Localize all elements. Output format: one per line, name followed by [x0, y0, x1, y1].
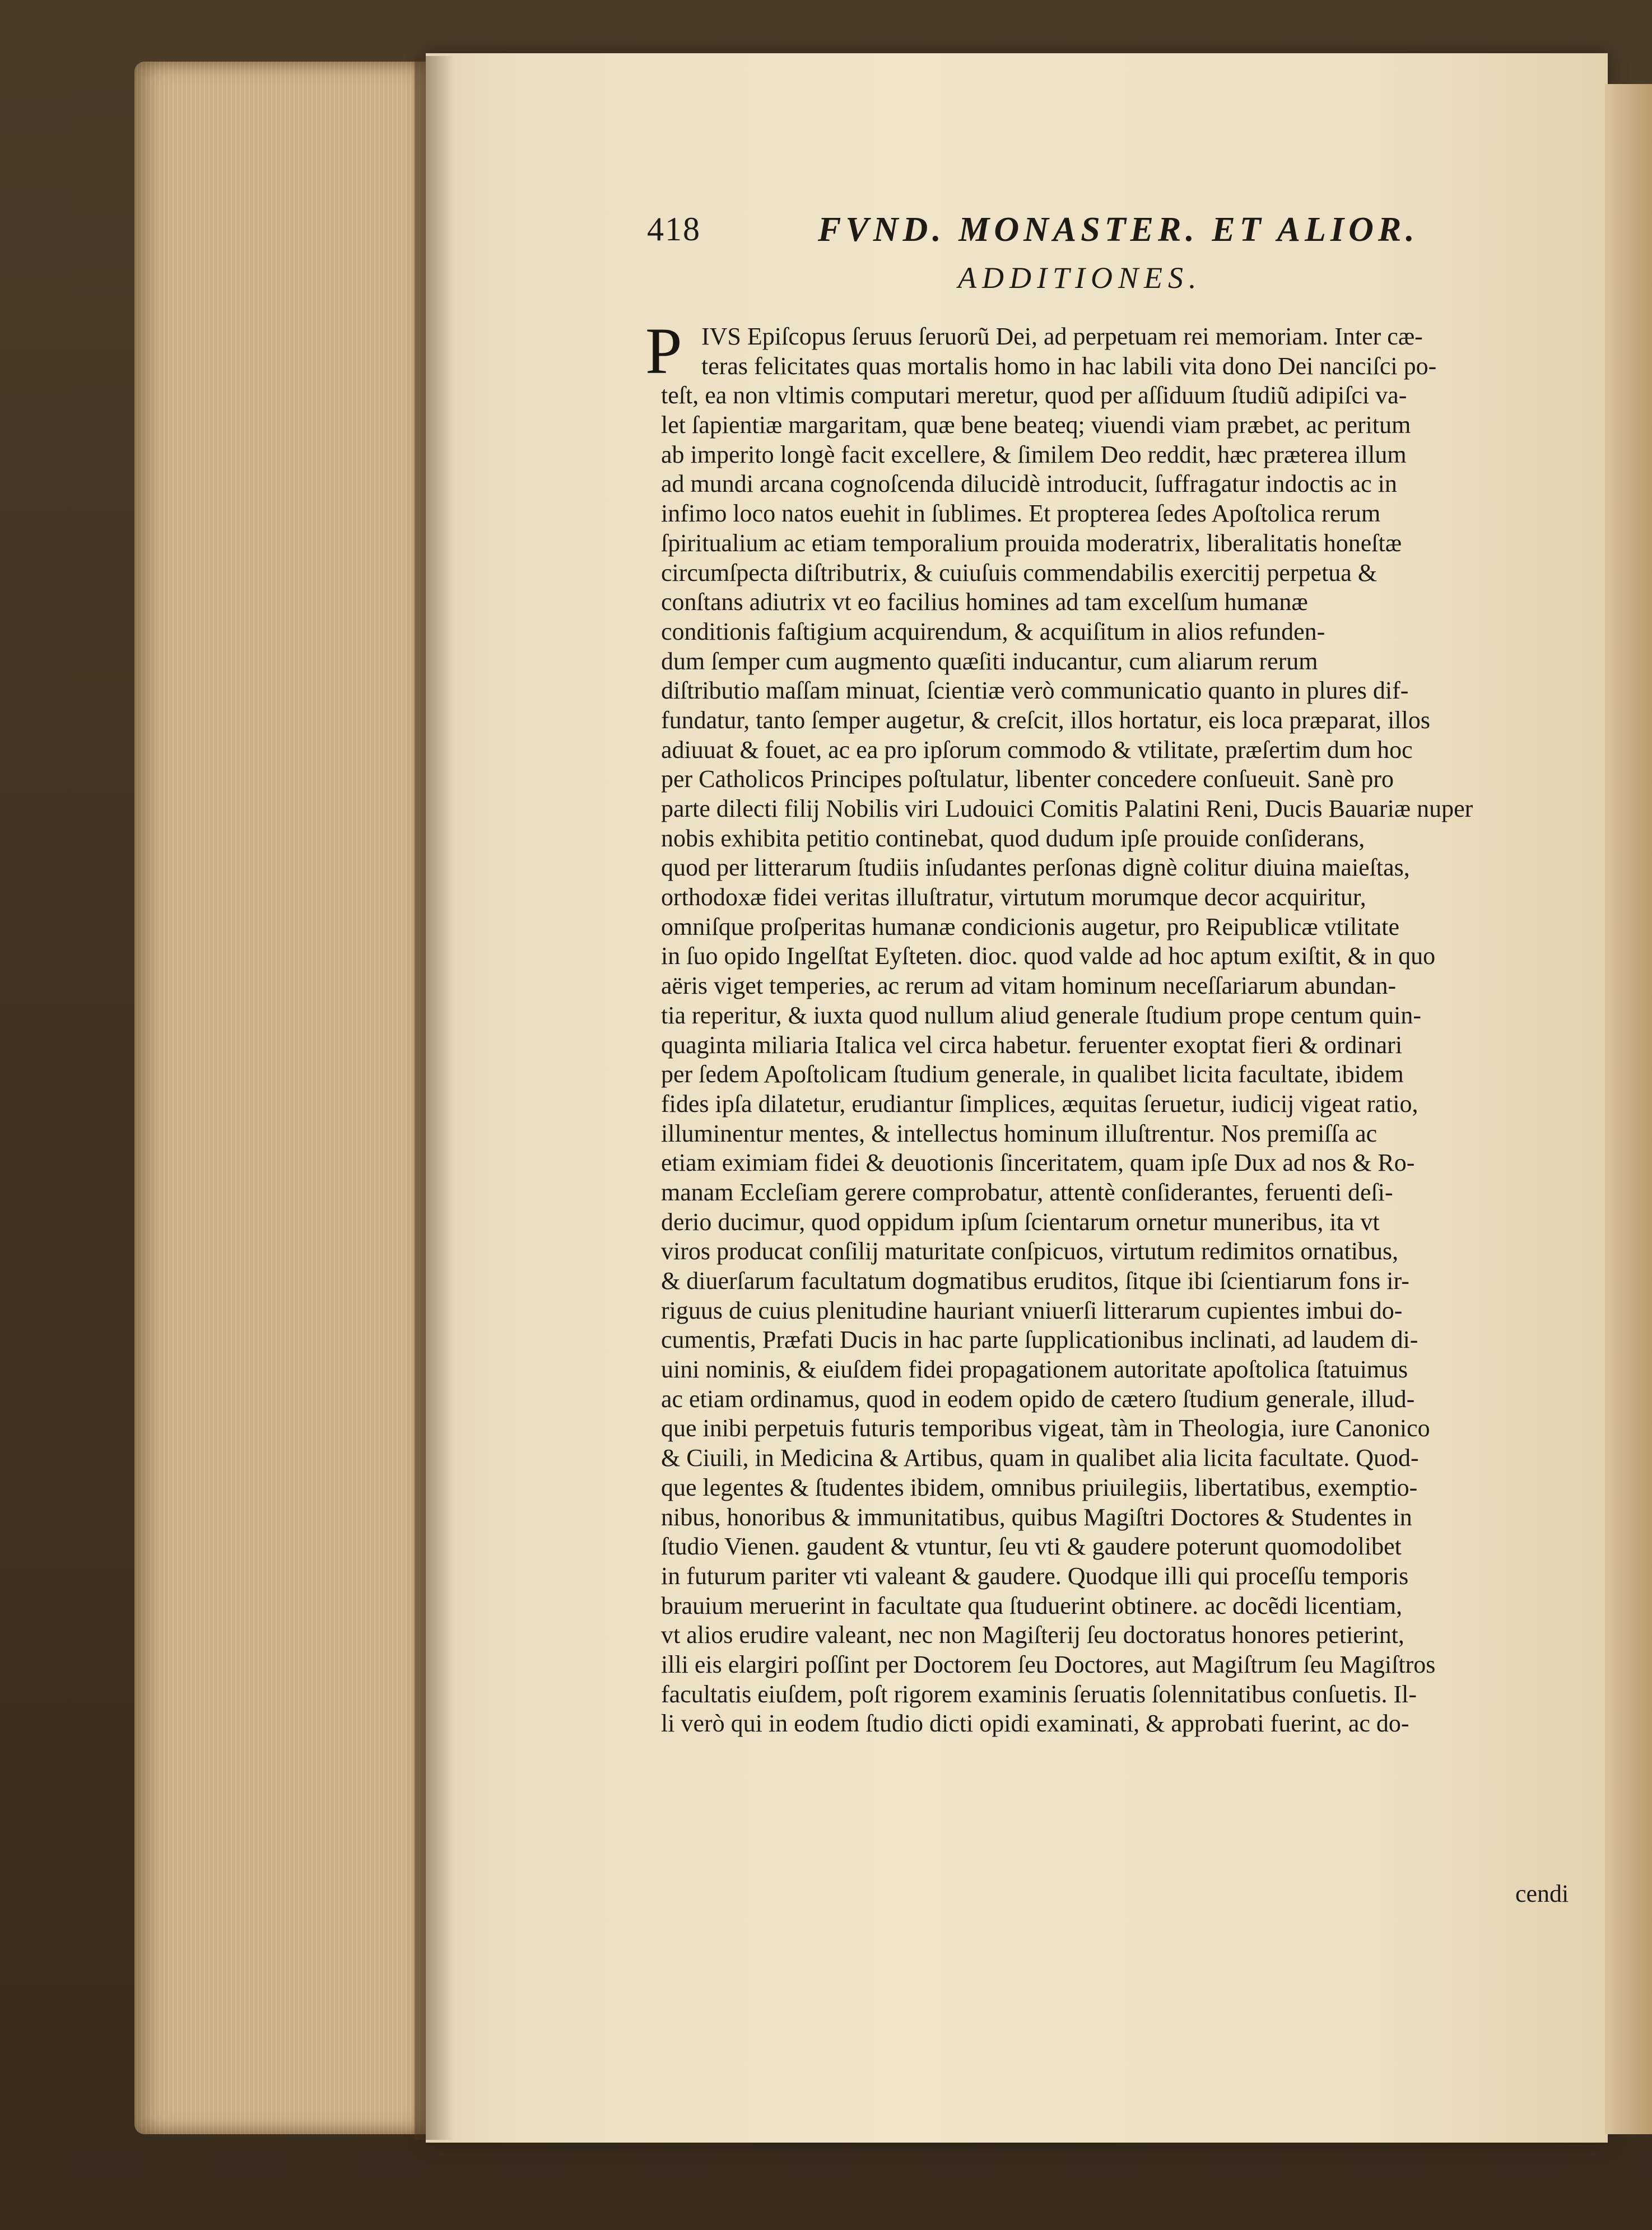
text-line: quod per litterarum ſtudiis inſudantes perſonas dignè colitur diuina maieſtas, — [661, 854, 1410, 882]
text-line: illi eis elargiri poſſint per Doctorem ſeu Doctores, aut Magiſtrum ſeu Magiſtros — [661, 1650, 1436, 1678]
text-line: teras felicitates quas mortalis homo in hac labili vita dono Dei nanciſci po- — [701, 352, 1437, 380]
text-line: que inibi perpetuis futuris temporibus vigeat, tàm in Theologia, iure Canonico — [661, 1414, 1430, 1442]
text-line: & Ciuili, in Medicina & Artibus, quam in qualibet alia licita facultate. Quod- — [661, 1444, 1419, 1472]
text-line: orthodoxæ fidei veritas illuſtratur, virtutum morumque decor acquiritur, — [661, 883, 1366, 911]
text-line: dum ſemper cum augmento quæſiti inducantur, cum aliarum rerum — [661, 647, 1318, 675]
text-line: adiuuat & fouet, ac ea pro ipſorum commodo & vtilitate, præſertim dum hoc — [661, 735, 1413, 763]
text-line: derio ducimur, quod oppidum ipſum ſcientarum ornetur muneribus, ita vt — [661, 1208, 1380, 1236]
text-line: infimo loco natos euehit in ſublimes. Et propterea ſedes Apoſtolica rerum — [661, 500, 1381, 528]
section-title: ADDITIONES. — [958, 261, 1202, 295]
page-number: 418 — [647, 211, 701, 248]
text-line: illuminentur mentes, & intellectus hominum illuſtrentur. Nos premiſſa ac — [661, 1119, 1378, 1147]
text-line: teſt, ea non vltimis computari meretur, quod per aſſiduum ſtudiũ adipiſci va- — [661, 381, 1407, 409]
text-line: in ſuo opido Ingelſtat Eyſteten. dioc. quod valde ad hoc aptum exiſtit, & in quo — [661, 942, 1436, 970]
text-line: que legentes & ſtudentes ibidem, omnibus priuilegiis, libertatibus, exemptio- — [661, 1473, 1418, 1501]
text-line: per Catholicos Principes poſtulatur, libenter concedere conſueuit. Sanè pro — [661, 765, 1394, 793]
text-line: conditionis faſtigium acquirendum, & acquiſitum in alios refunden- — [661, 617, 1325, 645]
text-line: vt alios erudire valeant, nec non Magiſterij ſeu doctoratus honores petierint, — [661, 1621, 1404, 1649]
text-line: nobis exhibita petitio continebat, quod dudum ipſe prouide conſiderans, — [661, 824, 1365, 852]
text-line: facultatis eiuſdem, poſt rigorem examinis ſeruatis ſolennitatibus conſuetis. Il- — [661, 1680, 1417, 1708]
text-line: in futurum pariter vti valeant & gaudere. Quodque illi qui proceſſu temporis — [661, 1562, 1409, 1590]
text-line: uini nominis, & eiuſdem fidei propagationem autoritate apoſtolica ſtatuimus — [661, 1356, 1408, 1384]
text-line: tia reperitur, & iuxta quod nullum aliud generale ſtudium prope centum quin- — [661, 1001, 1421, 1029]
text-line: ſpiritualium ac etiam temporalium prouida moderatrix, liberalitatis honeſtæ — [661, 529, 1402, 557]
gutter-shadow — [415, 56, 454, 2140]
text-line: ac etiam ordinamus, quod in eodem opido de cætero ſtudium generale, illud- — [661, 1385, 1415, 1413]
text-line: & diuerſarum facultatum dogmatibus eruditos, ſitque ibi ſcientiarum fons ir- — [661, 1267, 1409, 1295]
text-line: riguus de cuius plenitudine hauriant vniuerſi litterarum cupientes imbui do- — [661, 1296, 1403, 1324]
text-line: quaginta miliaria Italica vel circa habetur. feruenter exoptat fieri & ordinari — [661, 1031, 1403, 1059]
text-line: brauium meruerint in facultate qua ſtuduerint obtinere. ac docẽdi licentiam, — [661, 1591, 1403, 1619]
page-block-edge — [134, 62, 426, 2134]
text-line: fides ipſa dilatetur, erudiantur ſimplices, æquitas ſeruetur, iudicij vigeat ratio, — [661, 1090, 1418, 1118]
text-line: etiam eximiam fidei & deuotionis ſinceritatem, quam ipſe Dux ad nos & Ro- — [661, 1149, 1415, 1177]
text-line: fundatur, tanto ſemper augetur, & creſcit, illos hortatur, eis loca præparat, illos — [661, 706, 1430, 734]
text-line: ad mundi arcana cognoſcenda dilucidè introducit, ſuffragatur indoctis ac in — [661, 470, 1397, 498]
text-line: circumſpecta diſtributrix, & cuiuſuis commendabilis exercitij perpetua & — [661, 558, 1378, 586]
drop-capital: P — [645, 314, 682, 388]
text-line: IVS Epiſcopus ſeruus ſeruorũ Dei, ad perpetuam rei memoriam. Inter cæ- — [701, 323, 1423, 350]
text-line: per ſedem Apoſtolicam ſtudium generale, in qualibet licita facultate, ibidem — [661, 1060, 1404, 1088]
text-line: omniſque proſperitas humanæ condicionis augetur, pro Reipublicæ vtilitate — [661, 913, 1399, 941]
text-line: ſtudio Vienen. gaudent & vtuntur, ſeu vti & gaudere poterunt quomodolibet — [661, 1533, 1402, 1561]
text-line: conſtans adiutrix vt eo facilius homines ad tam excelſum humanæ — [661, 588, 1308, 616]
text-line: nibus, honoribus & immunitatibus, quibus Magiſtri Doctores & Studentes in — [661, 1503, 1412, 1531]
text-line: diſtributio maſſam minuat, ſcientiæ verò communicatio quanto in plures dif- — [661, 677, 1409, 705]
text-line: li verò qui in eodem ſtudio dicti opidi examinati, & approbati fuerint, ac do- — [661, 1710, 1409, 1738]
text-lines — [661, 322, 1563, 1739]
text-line: parte dilecti filij Nobilis viri Ludouici Comitis Palatini Reni, Ducis Bauariæ nuper — [661, 795, 1473, 822]
text-line: manam Eccleſiam gerere comprobatur, attentè conſiderantes, feruenti deſi- — [661, 1178, 1393, 1206]
text-line: cumentis, Præfati Ducis in hac parte ſupplicationibus inclinati, ad laudem di- — [661, 1326, 1418, 1354]
body-text — [645, 314, 1563, 1739]
text-line: viros producat conſilij maturitate conſpicuos, virtutum redimitos ornatibus, — [661, 1237, 1399, 1265]
facing-page-edge — [1605, 84, 1652, 2134]
text-line: ab imperito longè facit excellere, & ſimilem Deo reddit, hæc præterea illum — [661, 440, 1407, 468]
text-line: aëris viget temperies, ac rerum ad vitam hominum neceſſariarum abundan- — [661, 972, 1397, 1000]
text-line: let ſapientiæ margaritam, quæ bene beateq; viuendi viam præbet, ac peritum — [661, 411, 1411, 439]
catchword: cendi — [1515, 1880, 1569, 1907]
running-head: FVND. MONASTER. ET ALIOR. — [818, 211, 1419, 249]
